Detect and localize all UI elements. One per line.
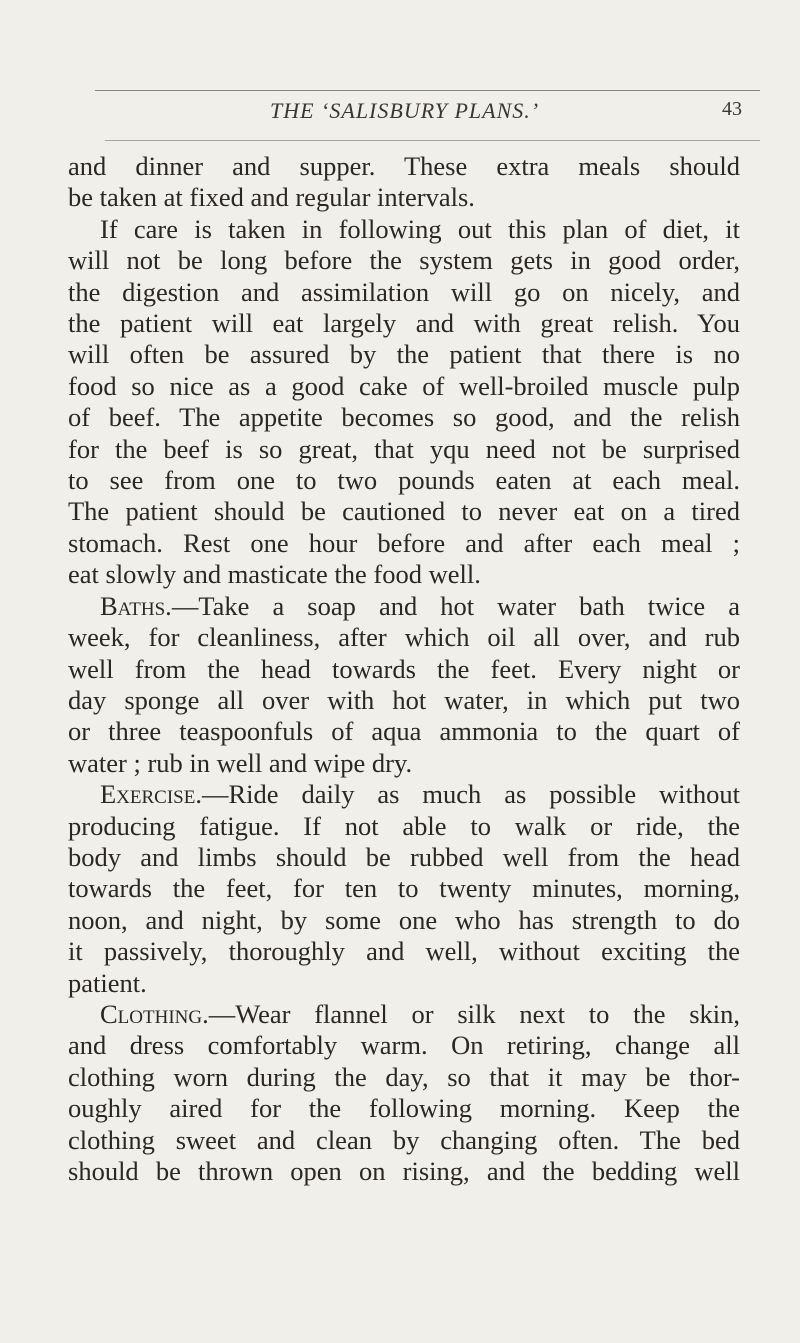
text-line: the patient will eat largely and with great relish. You	[68, 308, 740, 339]
text-line: clothing sweet and clean by changing often. The bed	[68, 1124, 740, 1155]
text-line: day sponge all over with hot water, in which put two	[68, 684, 740, 715]
text-line: and dinner and supper. These extra meals should	[68, 151, 740, 181]
section-heading-clothing: Clothing.	[100, 998, 209, 1029]
text-line: the digestion and assimilation will go on nicely, and	[68, 276, 740, 307]
text-line: patient.	[68, 967, 147, 998]
text-line: towards the feet, for ten to twenty minutes, morning,	[68, 873, 740, 904]
text-line: should be thrown open on rising, and the bedding well	[68, 1156, 740, 1186]
page-header	[120, 94, 760, 134]
paragraph-exercise-first-line	[68, 779, 740, 810]
text-line: producing fatigue. If not able to walk or ride, the	[68, 810, 740, 841]
text-line: will often be assured by the patient that there is no	[68, 339, 740, 370]
text-line: clothing worn during the day, so that it may be thor-	[68, 1061, 740, 1092]
text-line: to see from one to two pounds eaten at each meal.	[68, 465, 740, 496]
text-line: or three teaspoonfuls of aqua ammonia to the quart of	[68, 716, 740, 747]
text-line: If care is taken in following out this plan of diet, it	[100, 213, 740, 244]
paragraph-baths-first-line	[68, 591, 740, 622]
text-line: oughly aired for the following morning. Keep the	[68, 1093, 740, 1124]
text-line: body and limbs should be rubbed well from the head	[68, 841, 740, 872]
text-line: —Wear flannel or silk next to the skin,	[208, 998, 740, 1029]
section-heading-exercise: Exercise.	[100, 779, 202, 810]
body-text	[68, 151, 740, 1187]
paragraph-clothing-first-line	[68, 999, 740, 1030]
header-rule	[105, 140, 760, 141]
running-title: THE ‘SALISBURY PLANS.’	[270, 98, 540, 123]
text-line: well from the head towards the feet. Every night or	[68, 653, 740, 684]
text-line: eat slowly and masticate the food well.	[68, 559, 481, 590]
text-line: will not be long before the system gets in good order,	[68, 245, 740, 276]
text-line: food so nice as a good cake of well-broiled muscle pulp	[68, 370, 740, 401]
text-line: —Take a soap and hot water bath twice a	[171, 590, 740, 621]
text-line: —Ride daily as much as possible without	[202, 779, 740, 810]
text-line: it passively, thoroughly and well, without exciting the	[68, 936, 740, 967]
text-line: stomach. Rest one hour before and after each meal ;	[68, 527, 740, 558]
text-line: be taken at fixed and regular intervals.	[68, 182, 475, 213]
text-line: and dress comfortably warm. On retiring, change all	[68, 1030, 740, 1061]
top-rule	[95, 90, 760, 91]
text-line: for the beef is so great, that yqu need not be surprised	[68, 433, 740, 464]
text-line: noon, and night, by some one who has strength to do	[68, 904, 740, 935]
text-line: water ; rub in well and wipe dry.	[68, 747, 413, 778]
text-line: week, for cleanliness, after which oil all over, and rub	[68, 622, 740, 653]
section-heading-baths: Baths.	[100, 590, 172, 621]
page-number: 43	[722, 98, 742, 120]
text-line: of beef. The appetite becomes so good, and the relish	[68, 402, 740, 433]
text-line: The patient should be cautioned to never eat on a tired	[68, 496, 740, 527]
